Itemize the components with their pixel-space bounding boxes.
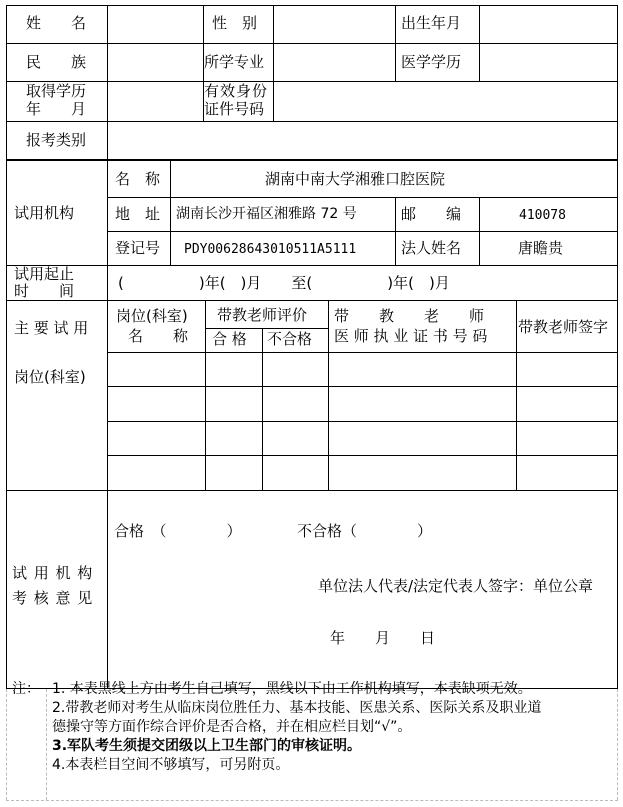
period-label-1: 试用起止 [14,265,75,283]
ethnicity-field[interactable] [108,44,203,81]
training-left-label-1: 主 要 试 用 [14,319,89,337]
post-cell[interactable] [108,422,205,455]
inst-name-value: 湖南中南大学湘雅口腔医院 [265,170,446,188]
license-cell[interactable] [329,422,516,455]
grid-line [107,197,618,198]
degree-date-label-1: 取得学历 [26,82,87,100]
post-cell[interactable] [108,456,205,490]
assessment-pass-option[interactable]: 合格 （ ） [114,522,242,540]
assessment-date: 年 月 日 [330,629,436,647]
note-item: 德操守等方面作综合评价是否合格，并在相应栏目划“√”。 [52,719,412,735]
grid-line [170,160,171,265]
grid-line [6,490,618,491]
pass-cell[interactable] [206,387,262,421]
inst-name-label: 名 称 [115,170,161,188]
legal-person-label: 法人姓名 [401,239,462,257]
postcode-value: 410078 [519,208,566,223]
post-cell[interactable] [108,353,205,386]
inst-address-label: 地 址 [115,205,161,223]
grid-line [395,197,396,265]
legal-person-value: 唐瞻贵 [518,239,564,257]
pass-cell[interactable] [206,456,262,490]
reg-number-label: 登记号 [115,239,161,257]
major-label: 所学专业 [204,53,265,71]
col-post-label-2: 名 称 [128,327,189,345]
institution-label: 试用机构 [14,204,75,222]
grid-line [205,328,329,329]
license-cell[interactable] [329,353,516,386]
degree-date-field[interactable] [108,82,203,121]
note-item: 2.带教老师对考生从临床岗位胜任力、基本技能、医患关系、医际关系及职业道 [52,700,542,716]
col-pass-label: 合 格 [212,330,247,348]
grid-line [6,265,618,266]
period-text[interactable]: ( )年( )月 至( )年( )月 [118,274,450,292]
period-label-2: 时 间 [14,282,75,300]
grid-line [107,490,108,688]
grid-line [107,160,108,300]
ethnicity-label: 民 族 [26,53,87,71]
border-right [617,5,618,689]
sign-cell[interactable] [517,353,617,386]
grid-line [107,231,618,232]
postcode-label: 邮 编 [401,205,462,223]
assessment-label-2: 考 核 意 见 [12,589,94,607]
note-item: 3.军队考生须提交团级以上卫生部门的审核证明。 [52,738,362,754]
license-cell[interactable] [329,456,516,490]
sign-cell[interactable] [517,422,617,455]
note-item: 1. 本表黑线上方由考生自己填写，黑线以下由工作机构填写，本表缺项无效。 [52,681,532,697]
gender-field[interactable] [274,6,395,43]
notes-border [6,800,618,801]
note-item: 4.本表栏目空间不够填写，可另附页。 [52,757,290,773]
fail-cell[interactable] [263,456,328,490]
col-fail-label: 不合格 [267,330,313,348]
col-eval-label: 带教老师评价 [217,306,308,324]
notes-border [46,689,47,800]
gender-label: 性 别 [212,14,258,32]
signature-line: 单位法人代表/法定代表人签字：单位公章 [318,577,594,595]
name-field[interactable] [108,6,203,43]
reg-number-value: PDY00628643010511A5111 [184,242,357,257]
med-degree-field[interactable] [480,44,617,81]
exam-type-field[interactable] [108,122,617,159]
notes-label: 注： [12,681,40,697]
exam-type-label: 报考类别 [26,131,87,149]
sign-cell[interactable] [517,387,617,421]
notes-border [6,689,7,800]
grid-line [6,300,618,301]
fail-cell[interactable] [263,353,328,386]
black-divider-line [6,159,618,161]
id-number-field[interactable] [274,82,617,121]
major-field[interactable] [274,44,395,81]
col-sign-label: 带教老师签字 [518,318,609,336]
pass-cell[interactable] [206,353,262,386]
id-label-1: 有效身份 [204,82,269,100]
license-cell[interactable] [329,387,516,421]
grid-line [395,5,396,81]
grid-line [479,197,480,265]
fail-cell[interactable] [263,387,328,421]
sign-cell[interactable] [517,456,617,490]
assessment-label-1: 试 用 机 构 [12,564,94,582]
assessment-fail-option[interactable]: 不合格（ ） [297,522,433,540]
fail-cell[interactable] [263,422,328,455]
birth-label: 出生年月 [401,14,462,32]
post-cell[interactable] [108,387,205,421]
notes-border [617,689,618,800]
degree-date-label-2: 年 月 [26,100,87,118]
name-label: 姓 名 [26,14,87,32]
inst-address-value: 湖南长沙开福区湘雅路 72 号 [176,206,357,222]
id-label-2: 证件号码 [204,100,265,118]
border-left [6,5,7,689]
birth-field[interactable] [480,6,617,43]
col-post-label-1: 岗位(科室) [116,307,188,325]
col-license-label-2: 医 师 执 业 证 书 号 码 [334,327,488,345]
col-license-label-1: 带 教 老 师 [334,307,485,325]
med-degree-label: 医学学历 [401,53,462,71]
training-left-label-2: 岗位(科室) [14,368,86,386]
pass-cell[interactable] [206,422,262,455]
